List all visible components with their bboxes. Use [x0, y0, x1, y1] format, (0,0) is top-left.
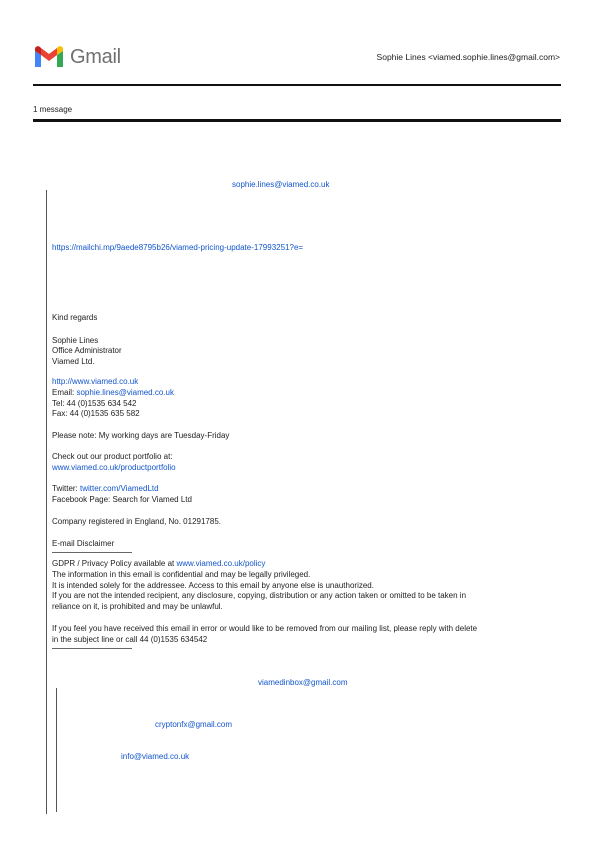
- signature-name: Sophie Lines: [52, 336, 99, 345]
- disclaimer-line: It is intended solely for the addressee. Access to this email by anyone else is unauthorized.: [52, 581, 374, 590]
- fax-line: Fax: 44 (0)1535 635 582: [52, 409, 140, 418]
- page-frame: [22, 22, 573, 820]
- disclaimer-separator: [52, 552, 132, 553]
- email-row: [52, 388, 174, 399]
- gdpr-link[interactable]: www.viamed.co.uk/policy: [176, 559, 266, 568]
- twitter-link[interactable]: twitter.com/ViamedLtd: [80, 484, 159, 493]
- signature-title: Office Administrator: [52, 346, 122, 355]
- gdpr-row: [52, 559, 265, 570]
- working-days-note: Please note: My working days are Tuesday-Friday: [52, 431, 230, 440]
- disclaimer-line: If you are not the intended recipient, any disclosure, copying, distribution or any action taken or omitted to be taken in: [52, 591, 467, 600]
- portfolio-link[interactable]: www.viamed.co.uk/productportfolio: [52, 463, 176, 472]
- message-count: 1 message: [33, 105, 73, 114]
- twitter-label: Twitter:: [52, 484, 78, 493]
- gmail-logo[interactable]: [33, 44, 123, 70]
- gdpr-label: GDPR / Privacy Policy available at: [52, 559, 175, 568]
- disclaimer-title: E-mail Disclaimer: [52, 539, 115, 548]
- disclaimer-line: reliance on it, is prohibited and may be unlawful.: [52, 602, 223, 611]
- quoted-email-link[interactable]: viamedinbox@gmail.com: [258, 678, 348, 687]
- gmail-logo-text: Gmail: [70, 45, 121, 68]
- signature-company: Viamed Ltd.: [52, 357, 95, 366]
- gmail-m-icon: [33, 45, 65, 69]
- signature-closing: Kind regards: [52, 313, 98, 322]
- pricing-update-link[interactable]: https://mailchi.mp/9aede8795b26/viamed-pricing-update-17993251?e=: [52, 243, 304, 252]
- sender-email-link[interactable]: sophie.lines@viamed.co.uk: [232, 180, 330, 189]
- header-divider: [33, 84, 561, 86]
- email-label: Email:: [52, 388, 75, 397]
- account-info: Sophie Lines <viamed.sophie.lines@gmail.com>: [376, 52, 560, 62]
- disclaimer-line: The information in this email is confidential and may be legally privileged.: [52, 570, 311, 579]
- website-link[interactable]: http://www.viamed.co.uk: [52, 377, 139, 386]
- twitter-row: [52, 484, 159, 495]
- thread-divider: [33, 119, 561, 122]
- signature-email-link[interactable]: sophie.lines@viamed.co.uk: [76, 388, 174, 397]
- company-registration: Company registered in England, No. 01291785.: [52, 517, 221, 526]
- removal-line: If you feel you have received this email in error or would like to be removed from our mailing list, please reply with delete: [52, 624, 478, 633]
- quote-bar-outer: [46, 190, 47, 814]
- tel-line: Tel: 44 (0)1535 634 542: [52, 399, 137, 408]
- facebook-line: Facebook Page: Search for Viamed Ltd: [52, 495, 192, 504]
- removal-separator: [52, 648, 132, 649]
- quote-bar-inner: [56, 688, 57, 812]
- quoted-email-link[interactable]: info@viamed.co.uk: [121, 752, 190, 761]
- removal-line: in the subject line or call 44 (0)1535 634542: [52, 635, 208, 644]
- portfolio-label: Check out our product portfolio at:: [52, 452, 173, 461]
- quoted-email-link[interactable]: cryptonfx@gmail.com: [155, 720, 233, 729]
